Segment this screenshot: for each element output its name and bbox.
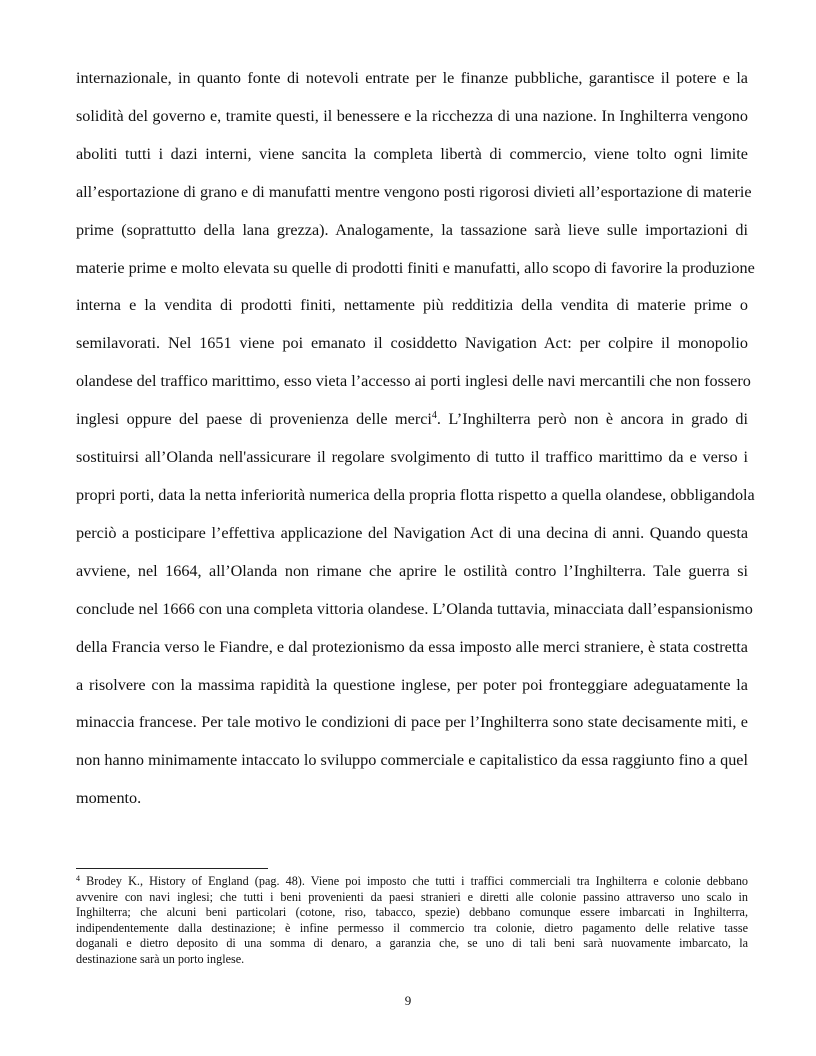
footnote-line: Inghilterra; che alcuni beni particolari (cotone, riso, tabacco, spezie) debbano comunque essere imbarcati in Inghilterra, [76, 905, 748, 920]
body-line: internazionale, in quanto fonte di notevoli entrate per le finanze pubbliche, garantisce il potere e la [76, 69, 748, 87]
body-line: minaccia francese. Per tale motivo le condizioni di pace per l’Inghilterra sono state decisamente miti, e [76, 713, 748, 732]
footnote-text: Brodey K., History of England (pag. 48). Viene poi imposto che tutti i traffici commerciali tra Inghilterra e colonie debbano [86, 874, 749, 888]
footnote-separator [76, 868, 268, 869]
footnote-line: destinazione sarà un porto inglese. [76, 951, 245, 966]
footnote [76, 874, 748, 968]
body-line-part: inglesi oppure del paese di provenienza delle merci [76, 410, 432, 429]
body-line: prime (soprattutto della lana grezza). Analogamente, la tassazione sarà lieve sulle importazioni di [76, 220, 748, 239]
body-line-part: . L’Inghilterra però non è ancora in grado di [436, 410, 748, 429]
footnote-line: doganali e dietro deposito di una somma di denaro, a garanzia che, se uno di tali beni sarà nuovamente imbarcato, la [76, 936, 748, 951]
body-line: solidità del governo e, tramite questi, il benessere e la ricchezza di una nazione. In Inghilterra vengono [76, 106, 748, 125]
body-line-with-footnote-ref [76, 401, 748, 439]
body-line: propri porti, data la netta inferiorità numerica della propria flotta rispetto a quella olandese, obbligandola [76, 485, 755, 504]
body-line: della Francia verso le Fiandre, e dal protezionismo da essa imposto alle merci straniere, è stata costretta [76, 637, 748, 656]
body-line: avviene, nel 1664, all’Olanda non rimane che aprire le ostilità contro l’Inghilterra. Tale guerra si [76, 561, 748, 580]
footnote-reference[interactable]: 4 [431, 410, 437, 422]
body-line: sostituirsi all’Olanda nell'assicurare il regolare svolgimento di tutto il traffico marittimo da e verso i [76, 448, 748, 467]
body-line: non hanno minimamente intaccato lo sviluppo commerciale e capitalistico da essa raggiunto fino a quel [76, 751, 748, 770]
body-line: a risolvere con la massima rapidità la questione inglese, per poter poi fronteggiare adeguatamente la [76, 675, 748, 694]
body-line: materie prime e molto elevata su quelle di prodotti finiti e manufatti, allo scopo di favorire la produzione [76, 258, 755, 277]
body-line: all’esportazione di grano e di manufatti mentre vengono posti rigorosi divieti all’esportazione di materie [76, 182, 752, 201]
footnote-number: 4 [76, 874, 80, 883]
body-line: semilavorati. Nel 1651 viene poi emanato il cosiddetto Navigation Act: per colpire il monopolio [76, 334, 748, 353]
footnote-line: avvenire con navi inglesi; che tutti i beni provenienti da paesi stranieri e diretti alle colonie passino attraverso uno scalo in [76, 889, 748, 904]
body-line: perciò a posticipare l’effettiva applicazione del Navigation Act di una decina di anni. Quando questa [76, 523, 748, 542]
body-line: interna e la vendita di prodotti finiti, nettamente più redditizia della vendita di materie prime o [76, 296, 748, 315]
body-line: aboliti tutti i dazi interni, viene sancita la completa libertà di commercio, viene tolto ogni limite [76, 144, 748, 163]
body-line: conclude nel 1666 con una completa vittoria olandese. L’Olanda tuttavia, minacciata dall’espansionismo [76, 599, 753, 618]
body-paragraph [76, 60, 755, 818]
body-line: momento. [76, 789, 142, 808]
footnote-line [76, 874, 748, 890]
body-line: olandese del traffico marittimo, esso vieta l’accesso ai porti inglesi delle navi mercantili che non fossero [76, 372, 751, 391]
page-number: 9 [404, 993, 412, 1008]
footnote-line: indipendentemente dalla destinazione; è infine permesso il commercio tra colonie, dietro pagamento delle relative tasse [76, 920, 748, 935]
